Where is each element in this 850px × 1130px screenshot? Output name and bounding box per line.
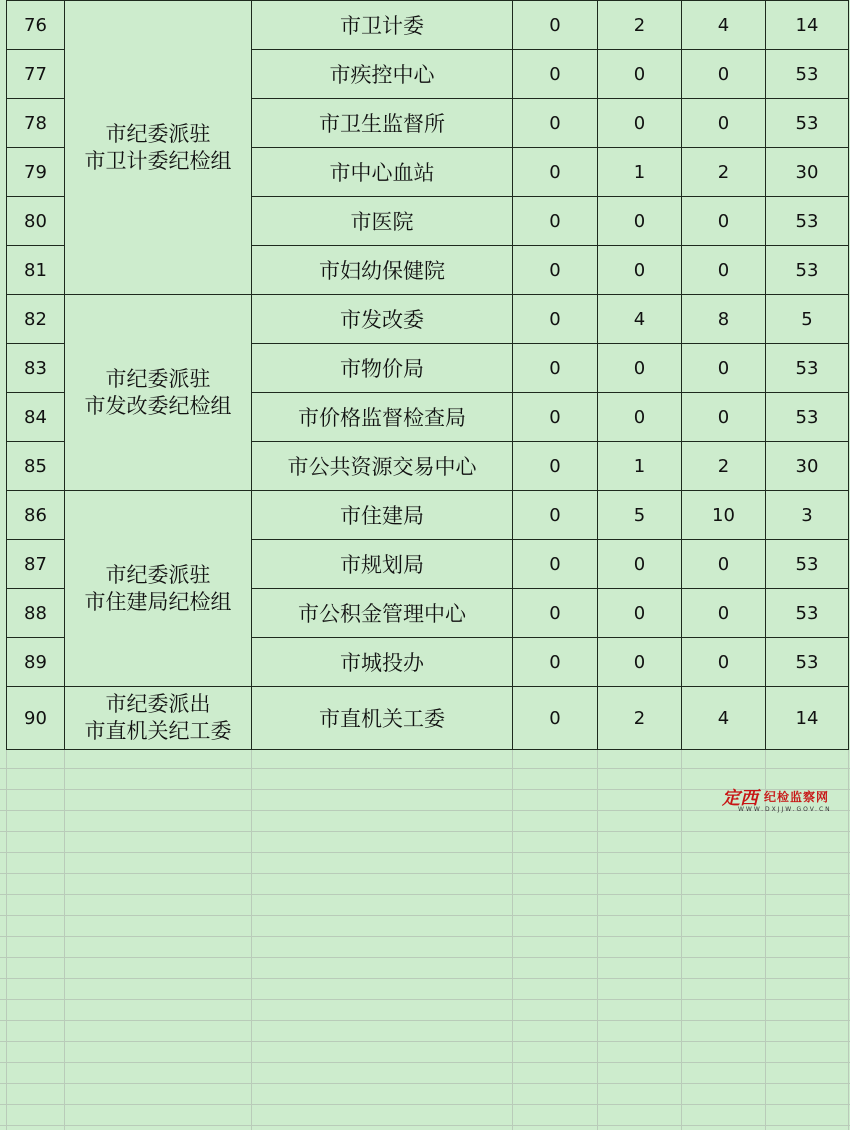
unit-name-cell: 市卫生监督所 [252, 99, 513, 148]
table-row [7, 687, 849, 750]
value-cell-b: 0 [598, 246, 682, 295]
value-cell-a: 0 [513, 393, 598, 442]
value-cell-d: 53 [766, 197, 849, 246]
value-cell-c: 8 [682, 295, 766, 344]
value-cell-c: 2 [682, 442, 766, 491]
value-cell-d: 53 [766, 50, 849, 99]
value-cell-c: 2 [682, 148, 766, 197]
site-watermark-logo [722, 786, 838, 816]
group-name-cell [65, 687, 252, 750]
unit-name-cell: 市价格监督检查局 [252, 393, 513, 442]
value-cell-a: 0 [513, 295, 598, 344]
value-cell-b: 4 [598, 295, 682, 344]
watermark-url: WWW.DXJJW.GOV.CN [738, 806, 832, 813]
unit-name-cell: 市发改委 [252, 295, 513, 344]
row-number-cell: 78 [7, 99, 65, 148]
row-number-cell: 83 [7, 344, 65, 393]
row-number-cell: 86 [7, 491, 65, 540]
value-cell-a: 0 [513, 442, 598, 491]
value-cell-b: 0 [598, 638, 682, 687]
unit-name-cell: 市疾控中心 [252, 50, 513, 99]
statistics-table [6, 0, 849, 750]
row-number-cell: 87 [7, 540, 65, 589]
value-cell-c: 0 [682, 246, 766, 295]
value-cell-c: 0 [682, 344, 766, 393]
group-name-cell [65, 491, 252, 687]
grid-row-line [0, 957, 850, 958]
value-cell-c: 0 [682, 197, 766, 246]
value-cell-b: 0 [598, 344, 682, 393]
value-cell-a: 0 [513, 197, 598, 246]
group-name-line1: 市纪委派驻 [105, 562, 211, 587]
value-cell-c: 4 [682, 687, 766, 750]
group-name-line2: 市住建局纪检组 [84, 589, 232, 614]
value-cell-a: 0 [513, 246, 598, 295]
unit-name-cell: 市住建局 [252, 491, 513, 540]
value-cell-b: 2 [598, 1, 682, 50]
value-cell-a: 0 [513, 540, 598, 589]
unit-name-cell: 市直机关工委 [252, 687, 513, 750]
value-cell-d: 14 [766, 687, 849, 750]
value-cell-b: 0 [598, 393, 682, 442]
value-cell-b: 1 [598, 442, 682, 491]
grid-row-line [0, 1062, 850, 1063]
table-row [7, 491, 849, 540]
grid-row-line [0, 999, 850, 1000]
value-cell-a: 0 [513, 638, 598, 687]
grid-row-line [0, 894, 850, 895]
value-cell-a: 0 [513, 1, 598, 50]
row-number-cell: 77 [7, 50, 65, 99]
value-cell-d: 30 [766, 148, 849, 197]
value-cell-d: 5 [766, 295, 849, 344]
value-cell-c: 0 [682, 638, 766, 687]
row-number-cell: 80 [7, 197, 65, 246]
group-name-line1: 市纪委派驻 [105, 121, 211, 146]
grid-row-line [0, 1104, 850, 1105]
unit-name-cell: 市规划局 [252, 540, 513, 589]
grid-row-line [0, 852, 850, 853]
value-cell-b: 1 [598, 148, 682, 197]
row-number-cell: 89 [7, 638, 65, 687]
group-name-line1: 市纪委派出 [105, 692, 211, 716]
grid-row-line [0, 768, 850, 769]
row-number-cell: 81 [7, 246, 65, 295]
value-cell-d: 53 [766, 540, 849, 589]
grid-row-line [0, 831, 850, 832]
value-cell-b: 0 [598, 50, 682, 99]
group-name-cell [65, 1, 252, 295]
value-cell-a: 0 [513, 491, 598, 540]
group-name-line2: 市卫计委纪检组 [84, 148, 232, 173]
value-cell-d: 53 [766, 344, 849, 393]
unit-name-cell: 市中心血站 [252, 148, 513, 197]
row-number-cell: 82 [7, 295, 65, 344]
value-cell-a: 0 [513, 148, 598, 197]
value-cell-d: 3 [766, 491, 849, 540]
value-cell-c: 0 [682, 50, 766, 99]
value-cell-d: 53 [766, 99, 849, 148]
value-cell-b: 2 [598, 687, 682, 750]
value-cell-a: 0 [513, 687, 598, 750]
watermark-title: 纪检监察网 [764, 790, 830, 804]
value-cell-a: 0 [513, 50, 598, 99]
grid-row-line [0, 915, 850, 916]
table-row [7, 295, 849, 344]
value-cell-c: 10 [682, 491, 766, 540]
unit-name-cell: 市妇幼保健院 [252, 246, 513, 295]
value-cell-a: 0 [513, 344, 598, 393]
unit-name-cell: 市公共资源交易中心 [252, 442, 513, 491]
value-cell-d: 53 [766, 246, 849, 295]
group-name-cell [65, 295, 252, 491]
value-cell-b: 0 [598, 589, 682, 638]
value-cell-c: 0 [682, 393, 766, 442]
value-cell-c: 4 [682, 1, 766, 50]
value-cell-b: 0 [598, 540, 682, 589]
value-cell-c: 0 [682, 540, 766, 589]
grid-row-line [0, 1041, 850, 1042]
value-cell-d: 14 [766, 1, 849, 50]
group-name-line2: 市发改委纪检组 [84, 393, 232, 418]
value-cell-c: 0 [682, 589, 766, 638]
grid-row-line [0, 873, 850, 874]
group-name-line1: 市纪委派驻 [105, 366, 211, 391]
unit-name-cell: 市物价局 [252, 344, 513, 393]
value-cell-b: 0 [598, 197, 682, 246]
row-number-cell: 84 [7, 393, 65, 442]
grid-row-line [0, 1125, 850, 1126]
unit-name-cell: 市卫计委 [252, 1, 513, 50]
value-cell-a: 0 [513, 589, 598, 638]
unit-name-cell: 市医院 [252, 197, 513, 246]
group-name-line2: 市直机关纪工委 [84, 719, 232, 743]
row-number-cell: 90 [7, 687, 65, 750]
value-cell-b: 5 [598, 491, 682, 540]
unit-name-cell: 市城投办 [252, 638, 513, 687]
value-cell-d: 53 [766, 393, 849, 442]
unit-name-cell: 市公积金管理中心 [252, 589, 513, 638]
grid-row-line [0, 1083, 850, 1084]
value-cell-d: 53 [766, 589, 849, 638]
row-number-cell: 79 [7, 148, 65, 197]
row-number-cell: 85 [7, 442, 65, 491]
row-number-cell: 76 [7, 1, 65, 50]
value-cell-d: 53 [766, 638, 849, 687]
grid-row-line [0, 978, 850, 979]
value-cell-d: 30 [766, 442, 849, 491]
row-number-cell: 88 [7, 589, 65, 638]
value-cell-b: 0 [598, 99, 682, 148]
table-row [7, 1, 849, 50]
grid-row-line [0, 1020, 850, 1021]
value-cell-c: 0 [682, 99, 766, 148]
watermark-brand: 定西 [722, 788, 758, 809]
grid-row-line [0, 936, 850, 937]
value-cell-a: 0 [513, 99, 598, 148]
